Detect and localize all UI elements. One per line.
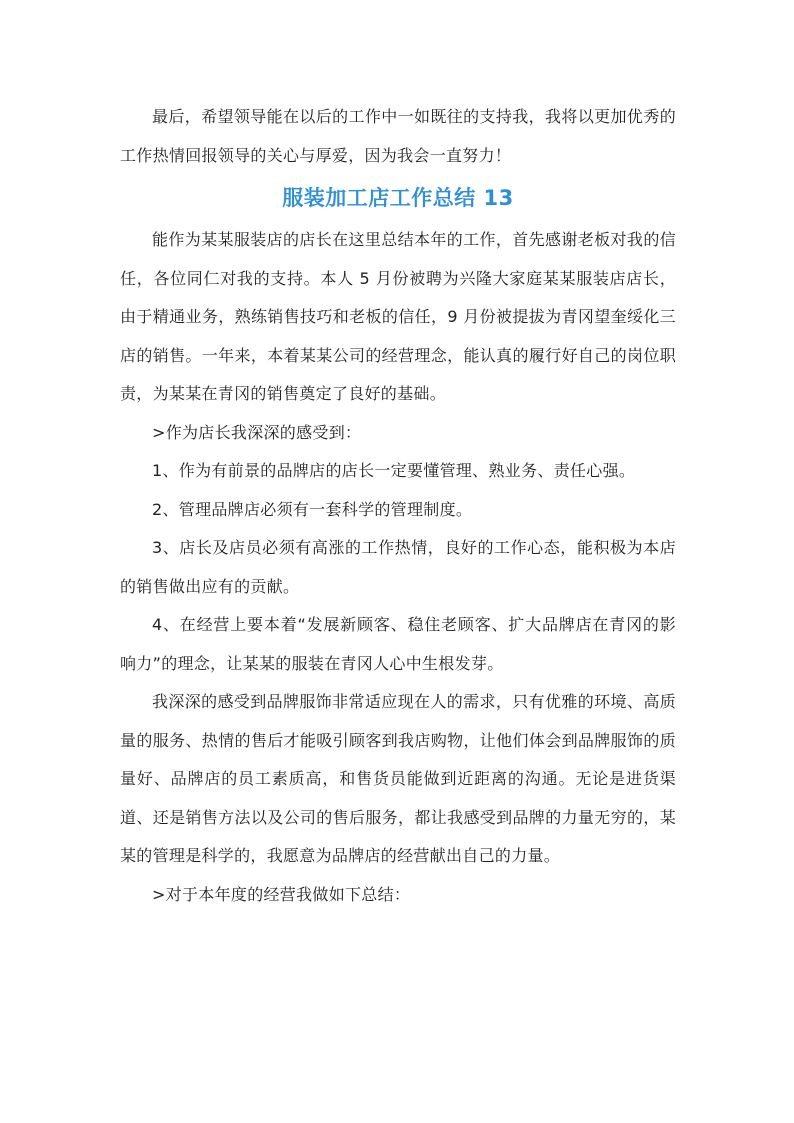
list-item-3: 3、店长及店员必须有高涨的工作热情，良好的工作心态，能积极为本店的销售做出应有的贡献。 — [120, 538, 676, 596]
intro-paragraph: 能作为某某服装店的店长在这里总结本年的工作，首先感谢老板对我的信任，各位同仁对我的支持。本人 5 月份被聘为兴隆大家庭某某服装店店长，由于精通业务，熟练销售技巧和老板的信任，9 月份被提拔为青冈望奎绥化三店的销售。一年来，本着某某公司的经营理念，能认真的履行好自己的岗位职责，为某某在青冈的销售奠定了良好的基础。 — [120, 230, 676, 403]
list-item-4: 4、在经营上要本着“发展新顾客、稳住老顾客、扩大品牌店在青冈的影响力”的理念，让某某的服装在青冈人心中生根发芽。 — [120, 615, 676, 673]
list-item-2: 2、管理品牌店必须有一套科学的管理制度。 — [152, 499, 473, 519]
closing-paragraph: 最后，希望领导能在以后的工作中一如既往的支持我，我将以更加优秀的工作热情回报领导的关心与厚爱，因为我会一直努力！ — [120, 107, 676, 165]
summary-heading: >对于本年度的经营我做如下总结： — [152, 884, 411, 904]
feeling-heading: >作为店长我深深的感受到： — [152, 422, 362, 442]
brand-paragraph: 我深深的感受到品牌服饰非常适应现在人的需求，只有优雅的环境、高质量的服务、热情的售后才能吸引顾客到我店购物，让他们体会到品牌服饰的质量好、品牌店的员工素质高，和售货员能做到近距离的沟通。无论是进货渠道、还是销售方法以及公司的售后服务，都让我感受到品牌的力量无穷的，某某的管理是科学的，我愿意为品牌店的经营献出自己的力量。 — [120, 692, 676, 865]
section-title: 服装加工店工作总结 13 — [282, 186, 514, 210]
document-content — [120, 98, 676, 914]
list-item-1: 1、作为有前景的品牌店的店长一定要懂管理、熟业务、责任心强。 — [152, 461, 636, 480]
